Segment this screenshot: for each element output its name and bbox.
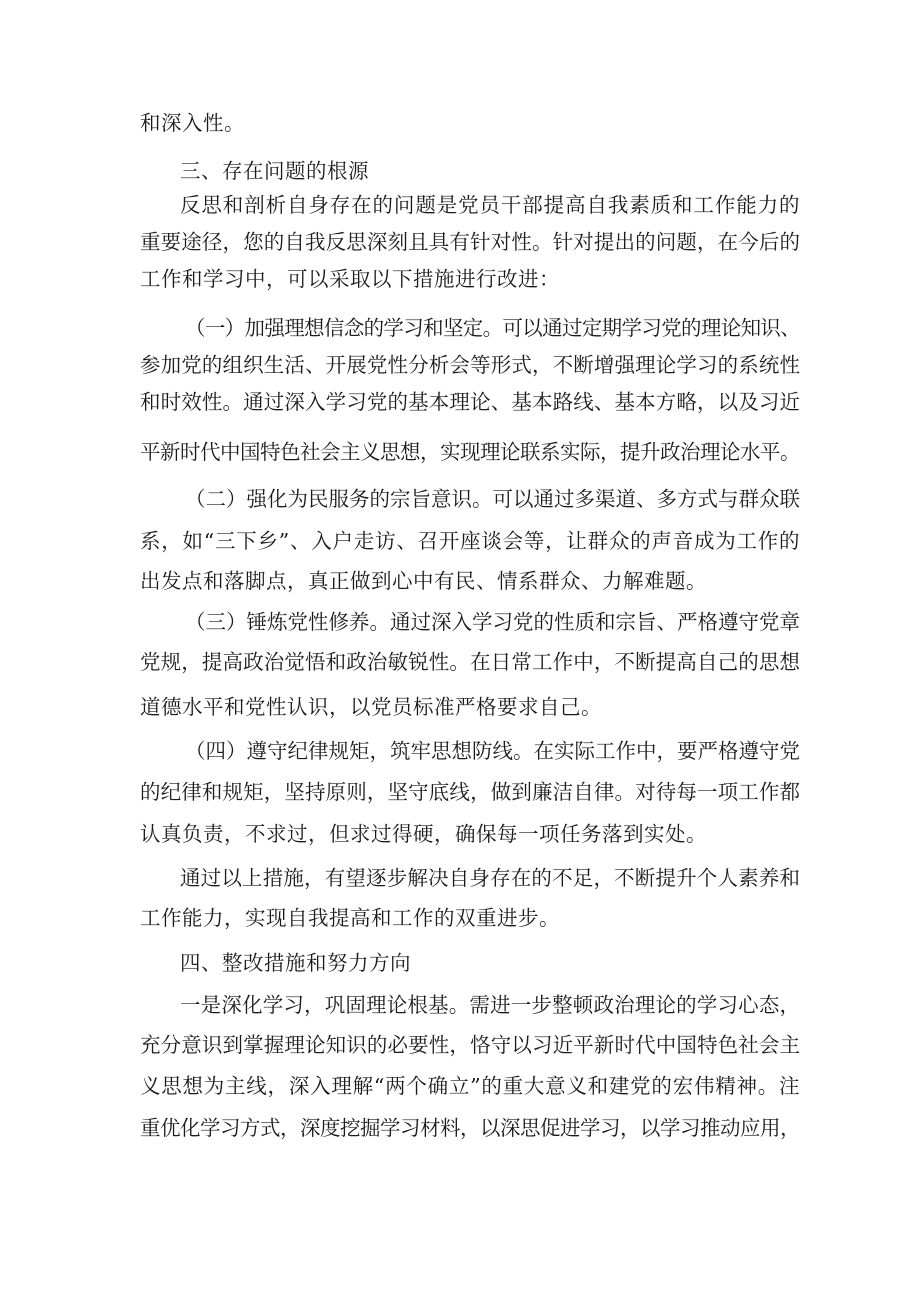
text-line: 出发点和落脚点，真正做到心中有民、情系群众、力解难题。 (140, 569, 707, 593)
text-line: 系，如“三下乡”、入户走访、召开座谈会等，让群众的声音成为工作的 (140, 529, 800, 553)
text-line: （一）加强理想信念的学习和坚定。可以通过定期学习党的理论知识、 (185, 316, 800, 340)
text-line: 通过以上措施，有望逐步解决自身存在的不足，不断提升个人素养和 (180, 866, 800, 890)
text-line: （二）强化为民服务的宗旨意识。可以通过多渠道、多方式与群众联 (185, 487, 800, 511)
text-line: （四）遵守纪律规矩，筑牢思想防线。在实际工作中，要严格遵守党 (185, 739, 800, 763)
text-line: 重优化学习方式，深度挖掘学习材料，以深思促进学习，以学习推动应用， (140, 1116, 800, 1140)
text-line: 党规，提高政治觉悟和政治敏锐性。在日常工作中，不断提高自己的思想 (140, 650, 800, 674)
text-line: 充分意识到掌握理论知识的必要性，恪守以习近平新时代中国特色社会主 (140, 1033, 800, 1057)
text-line: 平新时代中国特色社会主义思想，实现理论联系实际，提升政治理论水平。 (140, 440, 800, 464)
text-line: 义思想为主线，深入理解“两个确立”的重大意义和建党的宏伟精神。注 (140, 1074, 800, 1098)
text-line: 道德水平和党性认识，以党员标准严格要求自己。 (140, 695, 602, 719)
text-line: 反思和剖析自身存在的问题是党员干部提高自我素质和工作能力的 (180, 193, 800, 217)
text-line: 工作能力，实现自我提高和工作的双重进步。 (140, 906, 560, 930)
text-line: 一是深化学习，巩固理论根基。需进一步整顿政治理论的学习心态， (180, 993, 800, 1017)
text-line: 和时效性。通过深入学习党的基本理论、基本路线、基本方略，以及习近 (140, 390, 800, 414)
section-heading: 三、存在问题的根源 (180, 159, 369, 183)
text-line: 认真负责，不求过，但求过得硬，确保每一项任务落到实处。 (140, 822, 707, 846)
text-line: 的纪律和规矩，坚持原则，坚守底线，做到廉洁自律。对待每一项工作都 (140, 780, 800, 804)
text-line: 重要途径，您的自我反思深刻且具有针对性。针对提出的问题，在今后的 (140, 230, 800, 254)
text-line: （三）锤炼党性修养。通过深入学习党的性质和宗旨、严格遵守党章 (185, 610, 800, 634)
text-line: 和深入性。 (140, 111, 245, 135)
section-heading: 四、整改措施和努力方向 (180, 951, 411, 975)
text-line: 工作和学习中，可以采取以下措施进行改进： (140, 267, 560, 291)
text-line: 参加党的组织生活、开展党性分析会等形式，不断增强理论学习的系统性 (140, 353, 800, 377)
